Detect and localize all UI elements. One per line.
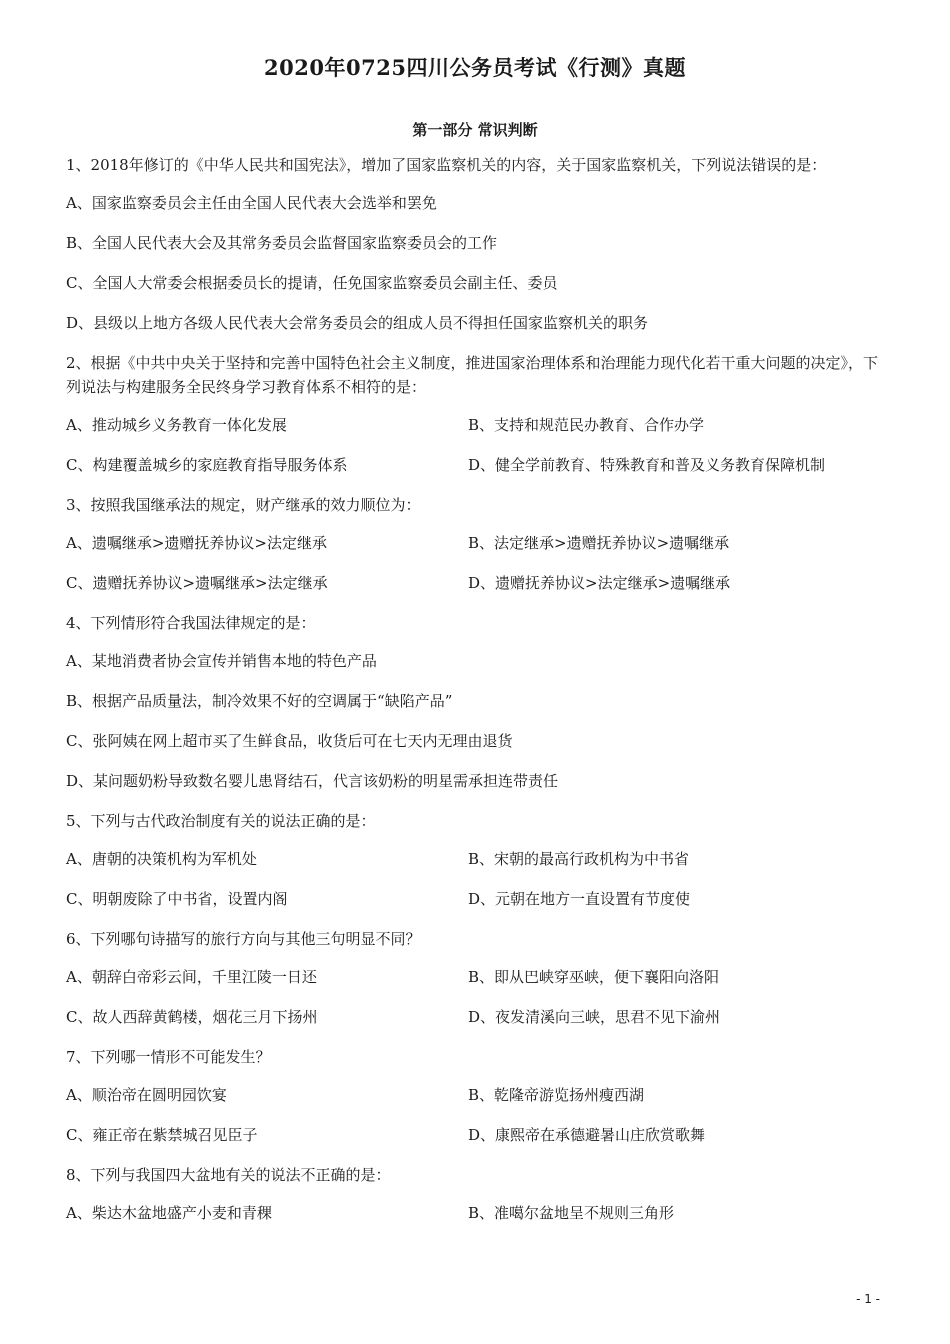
question-2-option-a: A、推动城乡义务教育一体化发展 bbox=[66, 416, 287, 434]
question-7-stem: 7、下列哪一情形不可能发生？ bbox=[66, 1048, 271, 1066]
question-3-stem: 3、按照我国继承法的规定，财产继承的效力顺位为： bbox=[66, 496, 421, 514]
question-5-option-c: C、明朝废除了中书省，设置内阁 bbox=[66, 890, 288, 908]
question-8-option-b: B、准噶尔盆地呈不规则三角形 bbox=[468, 1204, 675, 1222]
question-6-option-b: B、即从巴峡穿巫峡，便下襄阳向洛阳 bbox=[468, 968, 720, 986]
question-3-option-a: A、遗嘱继承>遗赠抚养协议>法定继承 bbox=[66, 534, 327, 552]
question-6-option-c: C、故人西辞黄鹤楼，烟花三月下扬州 bbox=[66, 1008, 318, 1026]
question-2-option-b: B、支持和规范民办教育、合作办学 bbox=[468, 416, 705, 434]
page-number: - 1 - bbox=[856, 1292, 880, 1306]
question-5-option-b: B、宋朝的最高行政机构为中书省 bbox=[468, 850, 690, 868]
question-3-option-c: C、遗赠抚养协议>遗嘱继承>法定继承 bbox=[66, 574, 328, 592]
question-6-stem: 6、下列哪句诗描写的旅行方向与其他三句明显不同？ bbox=[66, 930, 421, 948]
question-8-option-a: A、柴达木盆地盛产小麦和青稞 bbox=[66, 1204, 272, 1222]
question-7-option-d: D、康熙帝在承德避暑山庄欣赏歌舞 bbox=[468, 1126, 706, 1144]
question-2-stem: 2、根据《中共中央关于坚持和完善中国特色社会主义制度，推进国家治理体系和治理能力现代化若干重大问题的决定》，下列说法与构建服务全民终身学习教育体系不相符的是： bbox=[66, 354, 879, 396]
section-title: 第一部分 常识判断 bbox=[412, 121, 538, 139]
question-1-option-b: B、全国人民代表大会及其常务委员会监督国家监察委员会的工作 bbox=[66, 234, 498, 252]
question-list bbox=[66, 153, 886, 1241]
question-6-option-d: D、夜发清溪向三峡，思君不见下渝州 bbox=[468, 1008, 721, 1026]
question-3-option-b: B、法定继承>遗赠抚养协议>遗嘱继承 bbox=[468, 534, 730, 552]
question-1-option-a: A、国家监察委员会主任由全国人民代表大会选举和罢免 bbox=[66, 194, 437, 212]
question-4-option-d: D、某问题奶粉导致数名婴儿患肾结石，代言该奶粉的明星需承担连带责任 bbox=[66, 772, 559, 790]
question-7-option-a: A、顺治帝在圆明园饮宴 bbox=[66, 1086, 227, 1104]
question-4-stem: 4、下列情形符合我国法律规定的是： bbox=[66, 614, 316, 632]
question-4-option-b: B、根据产品质量法，制冷效果不好的空调属于“缺陷产品” bbox=[66, 692, 453, 710]
question-7-option-b: B、乾隆帝游览扬州瘦西湖 bbox=[468, 1086, 645, 1104]
question-8-stem: 8、下列与我国四大盆地有关的说法不正确的是： bbox=[66, 1166, 391, 1184]
question-1-option-c: C、全国人大常委会根据委员长的提请，任免国家监察委员会副主任、委员 bbox=[66, 274, 558, 292]
question-5-option-a: A、唐朝的决策机构为军机处 bbox=[66, 850, 257, 868]
question-6-option-a: A、朝辞白帝彩云间，千里江陵一日还 bbox=[66, 968, 317, 986]
question-2-option-d: D、健全学前教育、特殊教育和普及义务教育保障机制 bbox=[468, 456, 826, 474]
question-3-option-d: D、遗赠抚养协议>法定继承>遗嘱继承 bbox=[468, 574, 731, 592]
question-1-stem: 1、2018年修订的《中华人民共和国宪法》，增加了国家监察机关的内容，关于国家监察机关，下列说法错误的是： bbox=[66, 156, 827, 174]
question-1-option-d: D、县级以上地方各级人民代表大会常务委员会的组成人员不得担任国家监察机关的职务 bbox=[66, 314, 649, 332]
question-4-option-a: A、某地消费者协会宣传并销售本地的特色产品 bbox=[66, 652, 377, 670]
page-title: 2020年0725四川公务员考试《行测》真题 bbox=[264, 55, 686, 80]
question-7-option-c: C、雍正帝在紫禁城召见臣子 bbox=[66, 1126, 258, 1144]
question-5-stem: 5、下列与古代政治制度有关的说法正确的是： bbox=[66, 812, 376, 830]
question-2-option-c: C、构建覆盖城乡的家庭教育指导服务体系 bbox=[66, 456, 348, 474]
question-5-option-d: D、元朝在地方一直设置有节度使 bbox=[468, 890, 691, 908]
question-4-option-c: C、张阿姨在网上超市买了生鲜食品，收货后可在七天内无理由退货 bbox=[66, 732, 513, 750]
